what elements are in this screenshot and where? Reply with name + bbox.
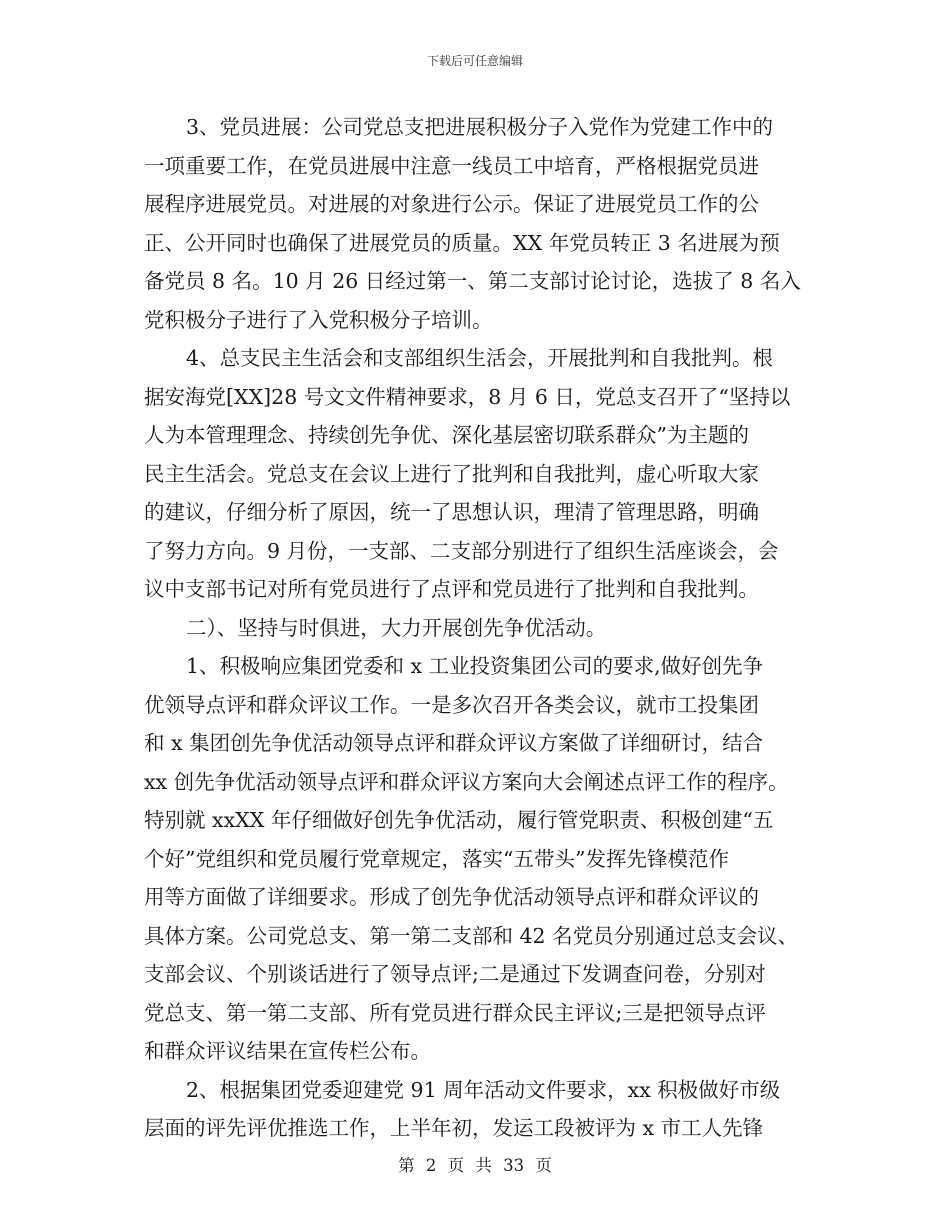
paragraph-line: 备党员 8 名。10 月 26 日经过第一、第二支部讨论讨论，选拔了 8 名入 — [144, 269, 801, 293]
paragraph-line: 和群众评议结果在宣传栏公布。 — [144, 1039, 431, 1063]
paragraph-line: 特别就 xxXX 年仔细做好创先争优活动，履行管党职责、积极创建“五 — [144, 808, 774, 832]
paragraph-line: 4、总支民主生活会和支部组织生活会，开展批判和自我批判。根 — [186, 346, 774, 370]
paragraph-line: 了努力方向。9 月份，一支部、二支部分别进行了组织生活座谈会，会 — [144, 538, 779, 563]
paragraph-line: 支部会议、个别谈话进行了领导点评;二是通过下发调查问卷，分别对 — [144, 962, 766, 986]
paragraph-line: 一项重要工作，在党员进展中注意一线员工中培育，严格根据党员进 — [144, 153, 759, 178]
paragraph-line: 3、党员进展：公司党总支把进展积极分子入党作为党建工作中的 — [186, 115, 774, 139]
paragraph-line: 民主生活会。党总支在会议上进行了批判和自我批判，虚心听取大家 — [144, 461, 759, 486]
paragraph-line: 个好”党组织和党员履行党章规定，落实“五带头”发挥先锋模范作 — [144, 846, 729, 871]
paragraph-line: xx 创先争优活动领导点评和群众评议方案向大会阐述点评工作的程序。 — [144, 769, 789, 794]
paragraph-line: 的建议，仔细分析了原因，统一了思想认识，理清了管理思路，明确 — [144, 500, 759, 524]
page-header-note: 下载后可任意编辑 — [426, 54, 523, 68]
section-heading: 二）、坚持与时俱进，大力开展创先争优活动。 — [186, 615, 607, 640]
paragraph-line: 层面的评先评优推选工作，上半年初，发运工段被评为 x 市工人先锋 — [144, 1116, 764, 1140]
document-body — [144, 108, 812, 1148]
paragraph-line: 党总支、第一第二支部、所有党员进行群众民主评议;三是把领导点评 — [144, 1000, 766, 1025]
paragraph-line: 据安海党[XX]28 号文文件精神要求，8 月 6 日，党总支召开了“坚持以 — [144, 384, 791, 409]
page-number: 第 2 页 共 33 页 — [398, 1156, 552, 1175]
paragraph-line: 党积极分子进行了入党积极分子培训。 — [144, 307, 493, 332]
paragraph-line: 议中支部书记对所有党员进行了点评和党员进行了批判和自我批判。 — [144, 577, 759, 601]
paragraph-line: 1、积极响应集团党委和 x 工业投资集团公司的要求,做好创先争 — [186, 654, 764, 678]
paragraph-line: 人为本管理理念、持续创先争优、深化基层密切联系群众”为主题的 — [144, 423, 749, 447]
paragraph-line: 具体方案。公司党总支、第一第二支部和 42 名党员分别通过总支会议、 — [144, 923, 799, 948]
paragraph-line: 优领导点评和群众评议工作。一是多次召开各类会议，就市工投集团 — [144, 692, 759, 717]
paragraph-line: 用等方面做了详细要求。形成了创先争优活动领导点评和群众评议的 — [144, 885, 759, 909]
paragraph-line: 2、根据集团党委迎建党 91 周年活动文件要求，xx 积极做好市级 — [186, 1077, 781, 1102]
paragraph-line: 和 x 集团创先争优活动领导点评和群众评议方案做了详细研讨，结合 — [144, 731, 764, 755]
paragraph-line: 展程序进展党员。对进展的对象进行公示。保证了进展党员工作的公 — [144, 192, 759, 216]
paragraph-line: 正、公开同时也确保了进展党员的质量。XX 年党员转正 3 名进展为预 — [144, 230, 780, 255]
